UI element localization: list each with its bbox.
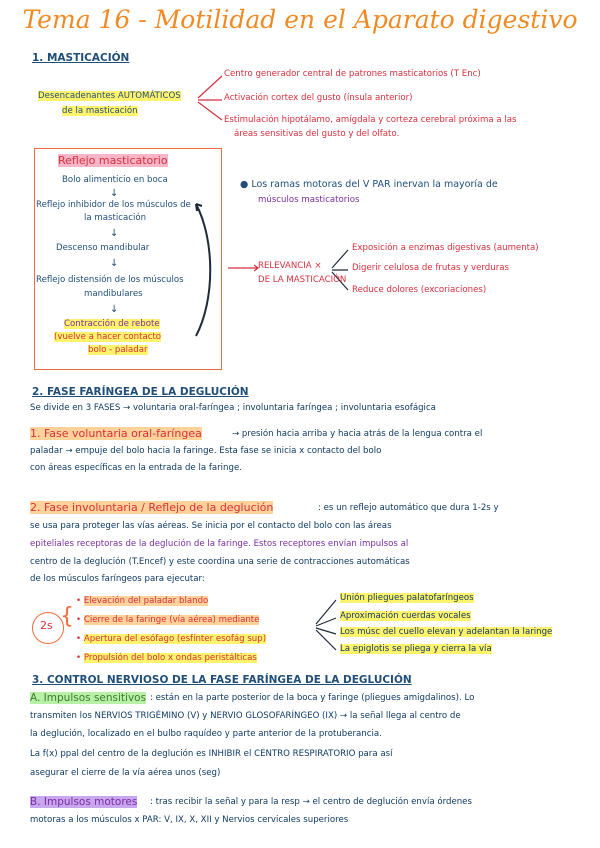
down-arrow-icon: ↓ [110,188,119,199]
phases-intro: Se divide en 3 FASES → voluntaria oral-faríngea ; involuntaria faríngea ; involuntaria esofágica [30,403,436,413]
page-title: Tema 16 - Motilidad en el Aparato digestivo [22,5,578,34]
closure-item-2: Aproximación cuerdas vocales [340,611,471,621]
bullet-3: • Apertura del esófago (esfínter esofág sup) [76,634,267,644]
bullet-2: • Cierre de la faringe (vía aérea) mediante [76,615,260,625]
phase-2-title: 2. Fase involuntaria / Reflejo de la deglución [30,501,274,514]
reflex-step-9: bolo - paladar [88,345,148,355]
reflex-step-3: la masticación [84,213,147,223]
relevance-label-1: RELEVANCIA × [258,261,322,271]
phase-1-text-2: paladar → empuje del bolo hacia la faringe. Esta fase se inicia x contacto del bolo [30,446,382,456]
motor-note-1: ● Los ramas motoras del V PAR inervan la mayoría de [240,179,498,190]
subsection-b-text-2: motoras a los músculos x PAR: V, IX, X, XII y Nervios cervicales superiores [30,815,349,825]
trigger-item-2: Activación cortex del gusto (ínsula anterior) [224,93,413,103]
trigger-item-4: áreas sensitivas del gusto y del olfato. [234,129,400,139]
closure-item-1: Unión pliegues palatofaríngeos [340,593,474,603]
down-arrow-icon: ↓ [110,304,119,315]
relevance-item-1: Exposición a enzimas digestivas (aumenta) [352,243,539,253]
reflex-step-8: (vuelve a hacer contacto [54,332,162,342]
subsection-b-title: B. Impulsos motores [30,796,138,808]
phase-1-title: 1. Fase voluntaria oral-faríngea [30,427,202,440]
reflex-step-2: Reflejo inhibidor de los músculos de [36,200,191,210]
relevance-label-2: DE LA MASTICACIÓN [258,275,347,285]
reflex-step-7: Contracción de rebote [64,319,160,329]
down-arrow-icon: ↓ [110,228,119,239]
subsection-a-text-4: La f(x) ppal del centro de la deglución es INHIBIR el CENTRO RESPIRATORIO para así [30,749,393,759]
phase-2-text-2: se usa para proteger las vías aéreas. Se inicia por el contacto del bolo con las áreas [30,521,392,531]
relevance-item-2: Digerir celulosa de frutas y verduras [352,263,509,273]
phase-2-text-1: : es un reflejo automático que dura 1-2s y [318,503,499,513]
reflex-step-1: Bolo alimenticio en boca [62,175,168,185]
closure-item-4: La epiglotis se pliega y cierra la vía [340,644,492,654]
trigger-item-1: Centro generador central de patrones masticatorios (T Enc) [224,69,481,79]
reflex-step-5: Reflejo distensión de los músculos [36,275,184,285]
subsection-a-text-3: la deglución, localizado en el bulbo raquídeo y parte anterior de la protuberancia. [30,729,382,739]
phase-2-text-4: centro de la deglución (T.Encef) y este coordina una serie de contracciones automáticas [30,557,410,567]
relevance-item-3: Reduce dolores (excoriaciones) [352,285,487,295]
subsection-b-text-1: : tras recibir la señal y para la resp → el centro de deglución envía órdenes [150,797,472,807]
reflex-step-6: mandibulares [84,289,143,299]
bullet-4: • Propulsión del bolo x ondas peristálticas [76,653,257,663]
section-1-heading: 1. MASTICACIÓN [32,52,130,64]
phase-1-text-3: con áreas específicas en la entrada de la faringe. [30,463,242,473]
section-2-heading: 2. FASE FARÍNGEA DE LA DEGLUCIÓN [32,386,249,398]
motor-note-2: músculos masticatorios [258,195,360,205]
trigger-item-3: Estimulación hipotálamo, amígdala y corteza cerebral próxima a las [224,115,517,125]
duration-label: 2s [40,619,53,632]
closure-item-3: Los músc del cuello elevan y adelantan la laringe [340,627,553,637]
triggers-label-1: Desencadenantes AUTOMÁTICOS [38,91,181,101]
subsection-a-title: A. Impulsos sensitivos [30,692,147,704]
reflex-title: Reflejo masticatorio [58,154,168,167]
phase-1-text-1: → presión hacia arriba y hacia atrás de la lengua contra el [232,429,483,439]
bullet-1: • Elevación del paladar blando [76,596,209,606]
phase-2-text-3: epiteliales receptoras de la deglución de la faringe. Estos receptores envían impulsos al [30,539,409,549]
brace: { [60,604,74,629]
subsection-a-text-5: asegurar el cierre de la vía aérea unos (seg) [30,768,221,778]
subsection-a-text-1: : están en la parte posterior de la boca y faringe (pliegues amigdalinos). Lo [150,693,475,703]
section-3-heading: 3. CONTROL NERVIOSO DE LA FASE FARÍNGEA DE LA DEGLUCIÓN [32,674,412,686]
reflex-step-4: Descenso mandibular [56,243,150,253]
phase-2-text-5: de los músculos faríngeos para ejecutar: [30,574,205,584]
subsection-a-text-2: transmiten los NERVIOS TRIGÉMINO (V) y NERVIO GLOSOFARÍNGEO (IX) → la señal llega al centro de [30,711,461,721]
down-arrow-icon: ↓ [110,258,119,269]
triggers-label-2: de la masticación [62,106,138,116]
